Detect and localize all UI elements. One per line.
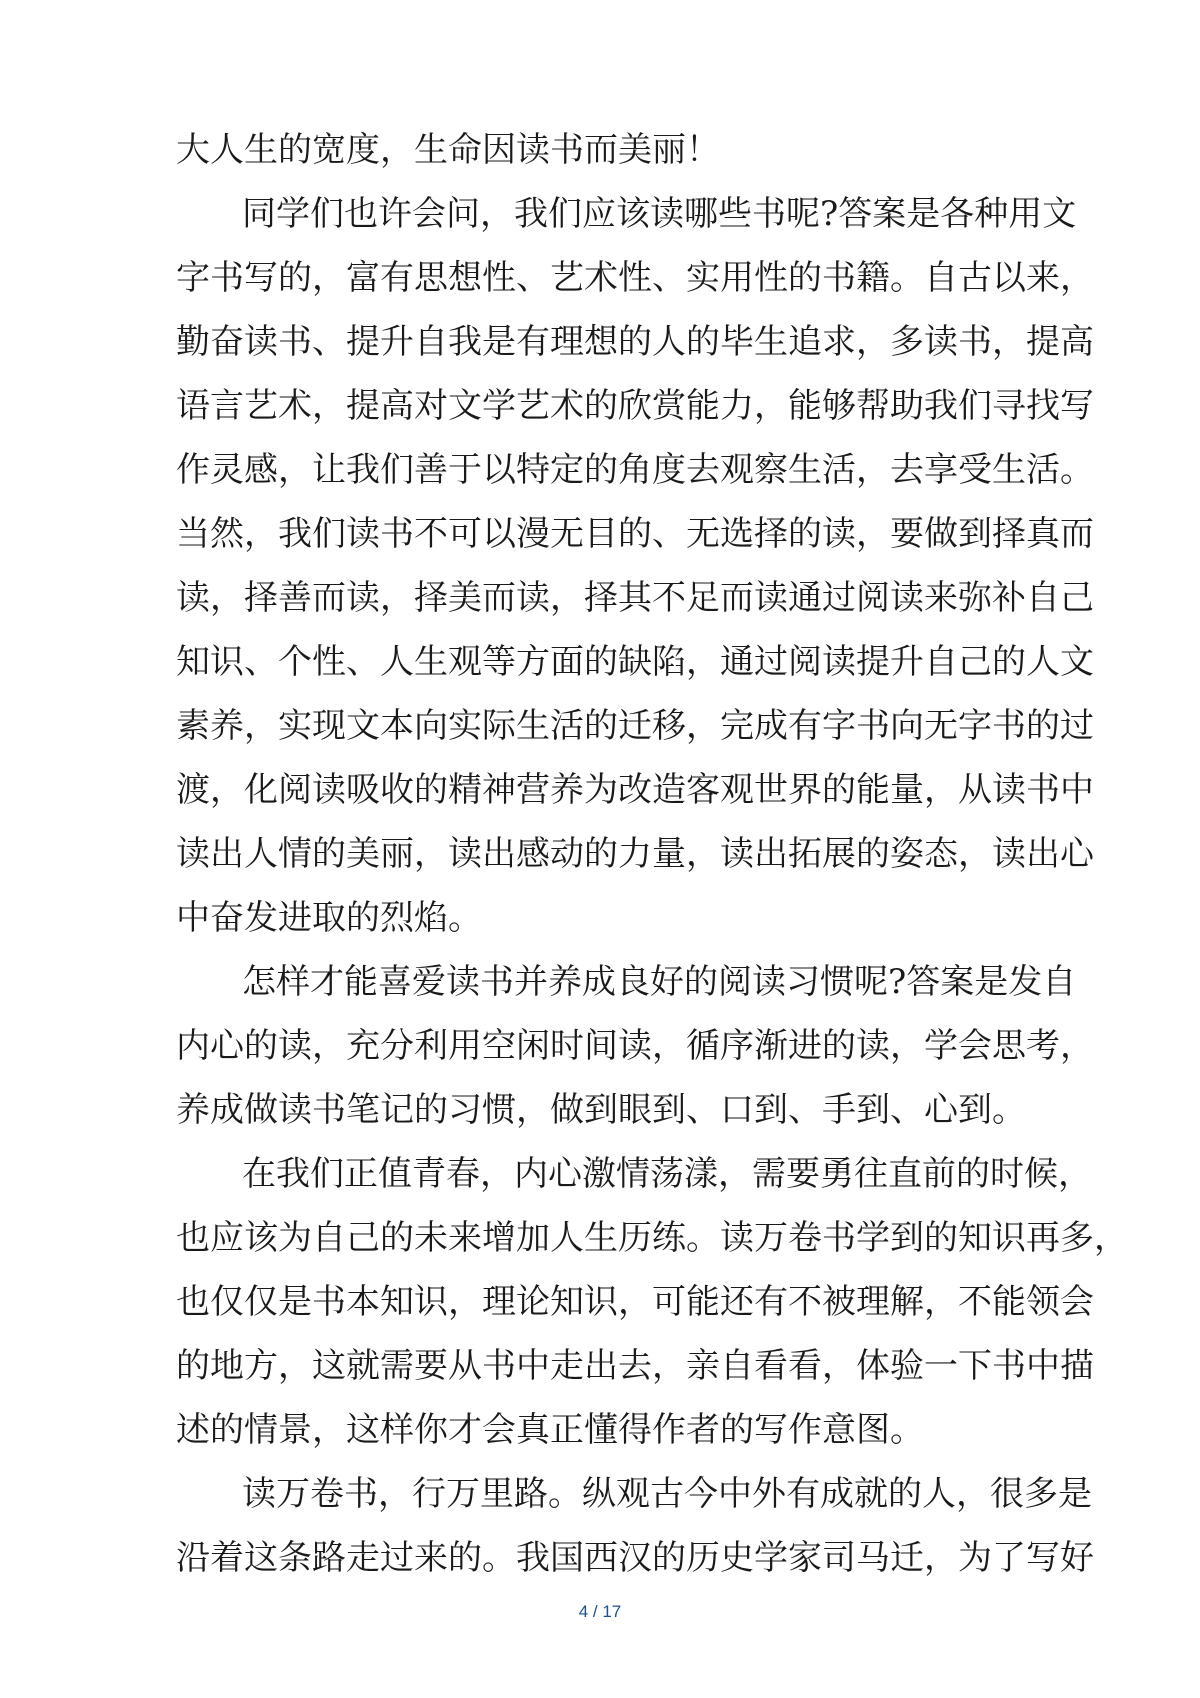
text-line: 作灵感，让我们善于以特定的角度去观察生活，去享受生活。 <box>176 450 1094 490</box>
text-line: 字书写的，富有思想性、艺术性、实用性的书籍。自古以来， <box>176 258 1094 298</box>
text-line: 读出人情的美丽，读出感动的力量，读出拓展的姿态，读出心 <box>176 834 1094 874</box>
text-line: 读，择善而读，择美而读，择其不足而读通过阅读来弥补自己 <box>176 578 1094 618</box>
text-line: 素养，实现文本向实际生活的迁移，完成有字书向无字书的过 <box>176 706 1094 746</box>
text-line: 勤奋读书、提升自我是有理想的人的毕生追求，多读书，提高 <box>176 322 1094 362</box>
text-line: 述的情景，这样你才会真正懂得作者的写作意图。 <box>176 1410 924 1450</box>
text-line: 中奋发进取的烈焰。 <box>176 898 482 938</box>
text-line: 当然，我们读书不可以漫无目的、无选择的读，要做到择真而 <box>176 514 1094 554</box>
paragraph-first-line: 同学们也许会问，我们应该读哪些书呢?答案是各种用文 <box>242 194 1077 234</box>
text-line: 渡，化阅读吸收的精神营养为改造客观世界的能量，从读书中 <box>176 770 1094 810</box>
page-number: 4 / 17 <box>578 1602 622 1621</box>
text-line: 也仅仅是书本知识，理论知识，可能还有不被理解，不能领会 <box>176 1282 1094 1322</box>
text-line: 沿着这条路走过来的。我国西汉的历史学家司马迁，为了写好 <box>176 1538 1094 1578</box>
body-text <box>176 118 1128 1590</box>
text-line: 内心的读，充分利用空闲时间读，循序渐进的读，学会思考， <box>176 1026 1094 1066</box>
text-line: 的地方，这就需要从书中走出去，亲自看看，体验一下书中描 <box>176 1346 1094 1386</box>
text-line: 养成做读书笔记的习惯，做到眼到、口到、手到、心到。 <box>176 1090 1026 1130</box>
text-line: 大人生的宽度，生命因读书而美丽！ <box>176 130 720 170</box>
text-line: 也应该为自己的未来增加人生历练。读万卷书学到的知识再多， <box>176 1218 1128 1258</box>
text-line: 语言艺术，提高对文学艺术的欣赏能力，能够帮助我们寻找写 <box>176 386 1094 426</box>
paragraph-first-line: 怎样才能喜爱读书并养成良好的阅读习惯呢?答案是发自 <box>242 962 1077 1002</box>
paragraph-first-line: 读万卷书，行万里路。纵观古今中外有成就的人，很多是 <box>242 1474 1092 1514</box>
paragraph-first-line: 在我们正值青春，内心激情荡漾，需要勇往直前的时候， <box>242 1154 1092 1194</box>
text-line: 知识、个性、人生观等方面的缺陷，通过阅读提升自己的人文 <box>176 642 1094 682</box>
